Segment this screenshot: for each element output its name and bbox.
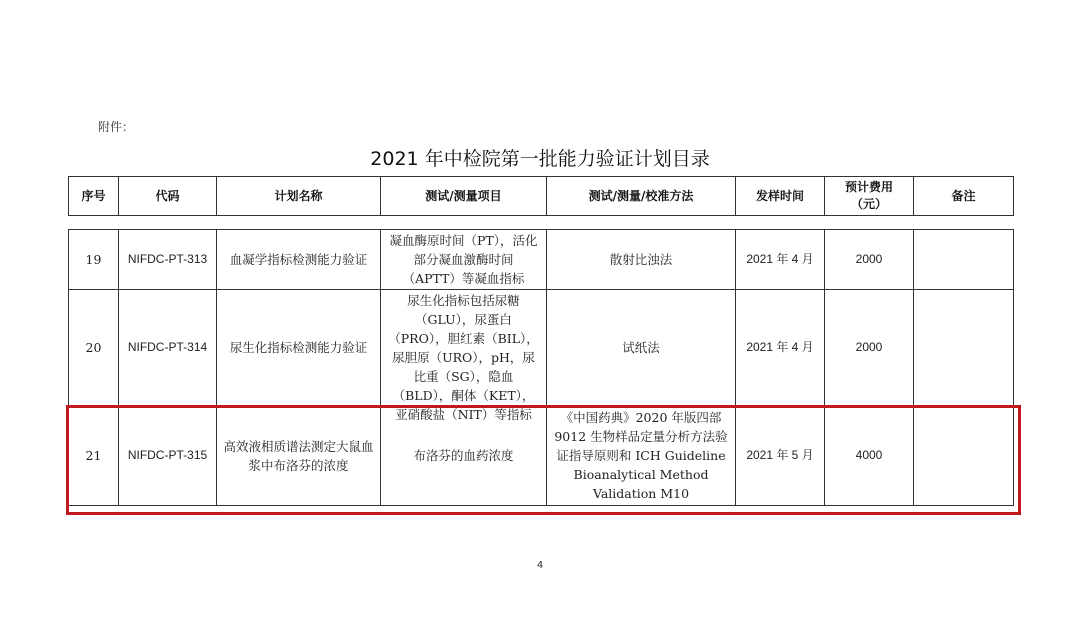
header-fee-line1: 预计费用	[844, 180, 893, 194]
cell-fee: 2000	[825, 290, 914, 406]
table-row	[69, 230, 1014, 290]
cell-name-text: 血凝学指标检测能力验证	[229, 252, 368, 267]
header-code: 代码	[119, 177, 217, 216]
header-time: 发样时间	[736, 177, 825, 216]
header-fee	[825, 177, 914, 216]
cell-time: 2021 年 4 月	[736, 290, 825, 406]
cell-code: NIFDC-PT-315	[119, 406, 217, 506]
cell-method-text: 《中国药典》2020 年版四部 9012 生物样品定量分析方法验证指导原则和 ICH Guideline Bioanalytical Method Validation M10	[554, 410, 728, 501]
table-row	[69, 290, 1014, 406]
header-items: 测试/测量项目	[381, 177, 547, 216]
cell-items-text: 凝血酶原时间（PT），活化部分凝血激酶时间（APTT）等凝血指标	[389, 233, 538, 286]
cell-code: NIFDC-PT-313	[119, 230, 217, 290]
cell-seq: 20	[69, 290, 119, 406]
cell-note	[914, 230, 1014, 290]
header-fee-line2: （元）	[850, 197, 887, 211]
cell-method: 试纸法	[547, 290, 736, 406]
cell-fee: 2000	[825, 230, 914, 290]
page-number: 4	[536, 560, 544, 571]
cell-name	[217, 230, 381, 290]
cell-items	[381, 230, 547, 290]
cell-time: 2021 年 4 月	[736, 230, 825, 290]
cell-name-text: 尿生化指标检测能力验证	[229, 340, 368, 355]
table-header	[68, 176, 1014, 216]
cell-items-text: 尿生化指标包括尿糖（GLU），尿蛋白（PRO），胆红素（BIL），尿胆原（URO），pH，尿比重（SG），隐血（BLD），酮体（KET），亚硝酸盐（NIT）等指标	[388, 292, 539, 422]
attachment-label: 附件：	[98, 120, 135, 134]
cell-code: NIFDC-PT-314	[119, 290, 217, 406]
cell-items: 布洛芬的血药浓度	[381, 406, 547, 506]
cell-name	[217, 290, 381, 406]
cell-items	[381, 290, 547, 422]
cell-fee: 4000	[825, 406, 914, 506]
cell-seq: 21	[69, 406, 119, 506]
header-name: 计划名称	[217, 177, 381, 216]
cell-name-text: 高效液相质谱法测定大鼠血浆中布洛芬的浓度	[223, 438, 374, 473]
cell-seq: 19	[69, 230, 119, 290]
document-title: 2021 年中检院第一批能力验证计划目录	[370, 148, 710, 170]
highlight-box	[66, 405, 1021, 515]
header-method: 测试/测量/校准方法	[547, 177, 736, 216]
cell-method: 散射比浊法	[547, 230, 736, 290]
header-seq: 序号	[69, 177, 119, 216]
header-note: 备注	[914, 177, 1014, 216]
cell-note	[914, 290, 1014, 406]
cell-time: 2021 年 5 月	[736, 406, 825, 506]
